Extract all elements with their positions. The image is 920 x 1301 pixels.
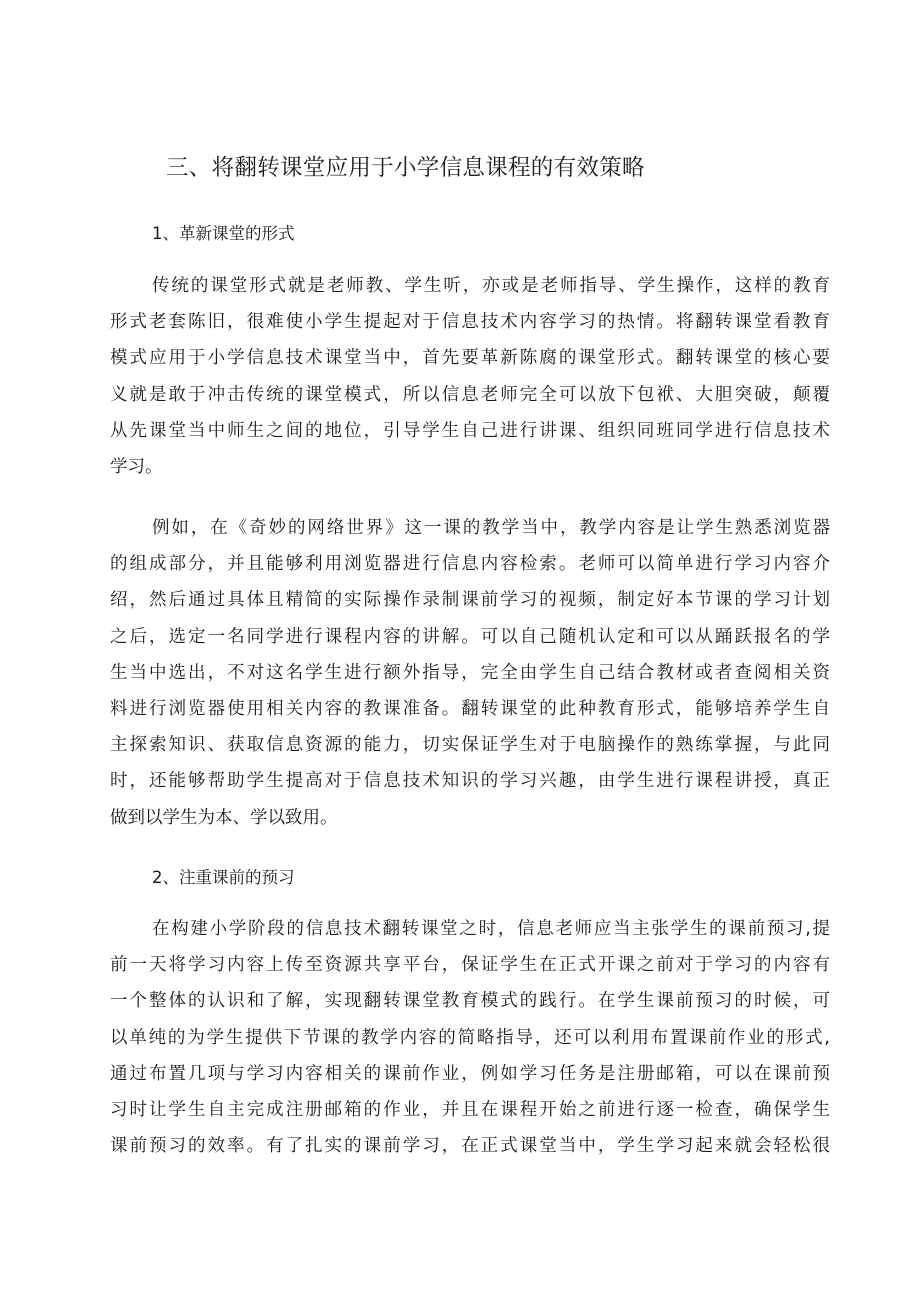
paragraph-line: 绍，然后通过具体且精简的实际操作录制课前学习的视频，制定好本节课的学习计划 [110, 590, 830, 611]
paragraph-3 [110, 911, 830, 1164]
paragraph-line: 以单纯的为学生提供下节课的教学内容的简略指导，还可以利用布置课前作业的形式, [110, 1027, 830, 1048]
paragraph-line: 义就是敢于冲击传统的课堂模式，所以信息老师完全可以放下包袱、大胆突破，颠覆 [110, 384, 830, 405]
paragraph-line: 料进行浏览器使用相关内容的教课准备。翻转课堂的此种教育形式，能够培养学生自 [110, 698, 830, 719]
paragraph-line: 习时让学生自主完成注册邮箱的作业，并且在课程开始之前进行逐一检查，确保学生 [110, 1099, 830, 1120]
paragraph-line: 传统的课堂形式就是老师教、学生听，亦或是老师指导、学生操作，这样的教育 [152, 276, 830, 296]
paragraph-line: 生当中选出，不对这名学生进行额外指导，完全由学生自己结合教材或者查阅相关资 [110, 662, 830, 683]
paragraph-1 [110, 268, 830, 485]
paragraph-line: 时，还能够帮助学生提高对于信息技术知识的学习兴趣，由学生进行课程讲授，真正 [110, 771, 830, 792]
paragraph-line: 的组成部分，并且能够利用浏览器进行信息内容检索。老师可以简单进行学习内容介 [110, 554, 830, 575]
paragraph-line: 做到以学生为本、学以致用。 [110, 807, 338, 828]
paragraph-line: 模式应用于小学信息技术课堂当中，首先要革新陈腐的课堂形式。翻转课堂的核心要 [110, 348, 830, 369]
paragraph-line: 前一天将学习内容上传至资源共享平台，保证学生在正式开课之前对于学习的内容有 [110, 955, 830, 976]
paragraph-line: 通过布置几项与学习内容相关的课前作业，例如学习任务是注册邮箱，可以在课前预 [110, 1063, 830, 1084]
section-heading: 三、将翻转课堂应用于小学信息课程的有效策略 [166, 155, 645, 181]
subsection-heading-1: 1、革新课堂的形式 [152, 224, 295, 243]
paragraph-line: 一个整体的认识和了解，实现翻转课堂教育模式的践行。在学生课前预习的时候，可 [110, 991, 830, 1012]
paragraph-line: 之后，选定一名同学进行课程内容的讲解。可以自己随机认定和可以从踊跃报名的学 [110, 626, 830, 647]
paragraph-2 [110, 510, 830, 836]
paragraph-line: 从先课堂当中师生之间的地位，引导学生自己进行讲课、组织同班同学进行信息技术 [110, 420, 830, 441]
paragraph-line: 在构建小学阶段的信息技术翻转课堂之时，信息老师应当主张学生的课前预习,提 [152, 919, 830, 939]
paragraph-line: 例如，在《奇妙的网络世界》这一课的教学当中，教学内容是让学生熟悉浏览器 [152, 518, 830, 538]
paragraph-line: 课前预习的效率。有了扎实的课前学习，在正式课堂当中，学生学习起来就会轻松很 [110, 1136, 830, 1157]
paragraph-line: 形式老套陈旧，很难使小学生提起对于信息技术内容学习的热情。将翻转课堂看教育 [110, 312, 830, 333]
paragraph-line: 学习。 [110, 456, 163, 477]
paragraph-line: 主探索知识、获取信息资源的能力，切实保证学生对于电脑操作的熟练掌握，与此同 [110, 735, 830, 756]
subsection-heading-2: 2、注重课前的预习 [152, 868, 295, 887]
